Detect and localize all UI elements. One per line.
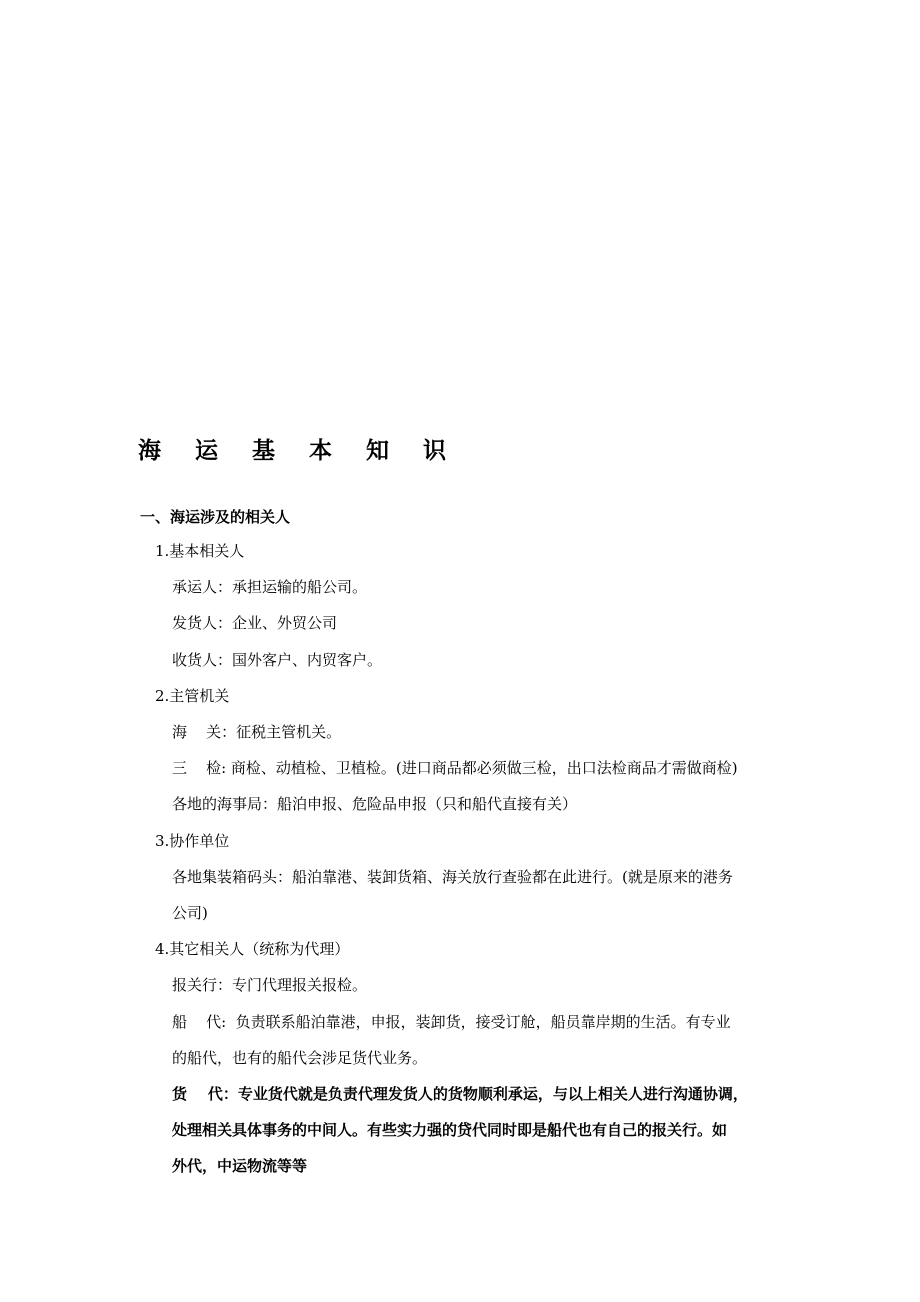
subsection-heading: 1.基本相关人: [155, 542, 245, 560]
subsection-heading: 4.其它相关人（统称为代理）: [155, 940, 350, 958]
subsection-heading: 2.主管机关: [155, 687, 230, 705]
text-line: 船 代: 负责联系船泊靠港，申报，装卸货，接受订舱，船员靠岸期的生活。有专业: [172, 1013, 731, 1031]
text-line: 海 关：征税主管机关。: [172, 723, 342, 741]
subsection-heading: 3.协作单位: [155, 832, 230, 850]
text-line: 货 代：专业货代就是负责代理发货人的货物顺利承运，与以上相关人进行沟通协调，: [172, 1085, 748, 1103]
text-line: 各地的海事局：船泊申报、危险品申报（只和船代直接有关）: [172, 795, 578, 813]
text-line: 公司): [172, 904, 208, 922]
text-line: 三 检: 商检、动植检、卫植检。(进口商品都必须做三检，出口法检商品才需做商检): [172, 759, 738, 777]
text-line: 发货人：企业、外贸公司: [172, 614, 338, 632]
page-title: 海 运 基 本 知 识: [138, 437, 460, 464]
text-line: 处理相关具体事务的中间人。有些实力强的贷代同时即是船代也有自己的报关行。如: [172, 1121, 728, 1139]
text-line: 的船代，也有的船代会涉足货代业务。: [172, 1049, 428, 1067]
text-line: 承运人：承担运输的船公司。: [172, 578, 368, 596]
text-line: 报关行：专门代理报关报检。: [172, 976, 368, 994]
text-line: 各地集装箱码头：船泊靠港、装卸货箱、海关放行查验都在此进行。(就是原来的港务: [172, 868, 733, 886]
section-heading: 一、海运涉及的相关人: [140, 508, 291, 526]
text-line: 收货人：国外客户、内贸客户。: [172, 651, 383, 669]
text-line: 外代，中运物流等等: [172, 1157, 308, 1175]
